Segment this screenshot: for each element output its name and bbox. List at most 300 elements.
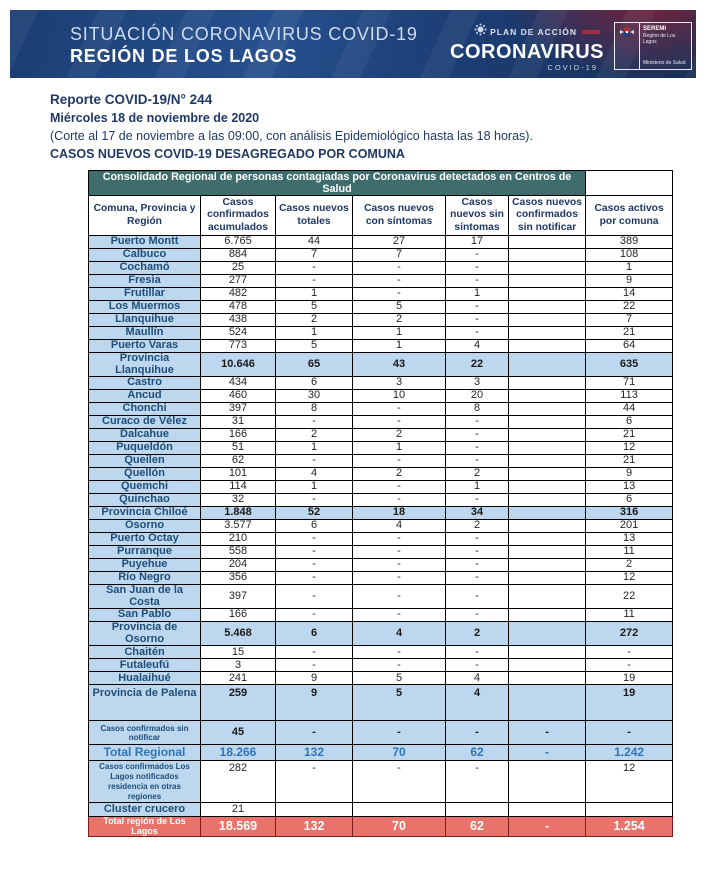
row-value: 5.468 (201, 622, 276, 646)
row-value: 25 (201, 262, 276, 275)
row-value: 21 (586, 327, 673, 340)
table-row (89, 390, 673, 403)
row-value: - (446, 249, 509, 262)
row-value: 166 (201, 609, 276, 622)
row-value: 272 (586, 622, 673, 646)
row-value: - (446, 572, 509, 585)
row-value: 5 (353, 672, 446, 685)
row-value (509, 507, 586, 520)
row-value: 2 (353, 429, 446, 442)
row-value: 43 (353, 353, 446, 377)
row-value: 1 (353, 340, 446, 353)
row-value (509, 609, 586, 622)
row-label: Puerto Montt (89, 236, 201, 249)
header-banner (10, 10, 696, 78)
table-row (89, 481, 673, 494)
row-label: Queilen (89, 455, 201, 468)
table-row (89, 468, 673, 481)
row-value: 31 (201, 416, 276, 429)
table-row (89, 745, 673, 761)
table-row (89, 314, 673, 327)
row-label: Puyehue (89, 559, 201, 572)
table-row (89, 817, 673, 837)
row-value: 3 (446, 377, 509, 390)
row-value: 14 (586, 288, 673, 301)
row-value (509, 494, 586, 507)
row-label: Provincia Chiloé (89, 507, 201, 520)
column-header-4: Casos nuevos sin síntomas (446, 196, 509, 236)
row-value: 7 (276, 249, 353, 262)
row-value (509, 559, 586, 572)
row-value (509, 585, 586, 609)
table-row (89, 301, 673, 314)
row-value: 22 (586, 585, 673, 609)
table-row (89, 455, 673, 468)
table-row (89, 559, 673, 572)
column-header-3: Casos nuevos con síntomas (353, 196, 446, 236)
row-value (509, 659, 586, 672)
row-value (509, 288, 586, 301)
row-value: - (509, 745, 586, 761)
row-value (446, 803, 509, 817)
row-value: 70 (353, 817, 446, 837)
report-subtitle: CASOS NUEVOS COVID-19 DESAGREGADO POR COMUNA (50, 147, 405, 161)
row-label: San Pablo (89, 609, 201, 622)
row-value: 22 (446, 353, 509, 377)
row-value: 22 (586, 301, 673, 314)
table-row (89, 646, 673, 659)
row-value: - (446, 761, 509, 803)
row-value: - (446, 442, 509, 455)
row-value: 2 (276, 314, 353, 327)
table-row (89, 377, 673, 390)
row-value: - (353, 288, 446, 301)
badge-region-label: Región de Los Lagos (643, 33, 676, 45)
table-row (89, 416, 673, 429)
row-value (509, 377, 586, 390)
row-value: - (276, 659, 353, 672)
row-value: 18.569 (201, 817, 276, 837)
row-value (509, 327, 586, 340)
badge-seremi-label: SEREMI (643, 26, 667, 32)
row-value: 1 (276, 442, 353, 455)
row-value: 241 (201, 672, 276, 685)
row-label: Quellón (89, 468, 201, 481)
row-value: 773 (201, 340, 276, 353)
row-value (509, 468, 586, 481)
row-label: Provincia de Palena (89, 685, 201, 721)
row-value (509, 340, 586, 353)
row-value: - (446, 314, 509, 327)
row-value (509, 533, 586, 546)
accent-line-red (291, 78, 696, 83)
row-label: San Juan de la Costa (89, 585, 201, 609)
row-value: - (353, 559, 446, 572)
row-label: Total Regional (89, 745, 201, 761)
row-value: 8 (446, 403, 509, 416)
row-value: 65 (276, 353, 353, 377)
table-row (89, 803, 673, 817)
row-value: 11 (586, 609, 673, 622)
row-label: Casos confirmados sin notificar (89, 721, 201, 745)
row-value (586, 803, 673, 817)
row-value: - (446, 262, 509, 275)
row-value: 6 (586, 494, 673, 507)
row-value: - (276, 455, 353, 468)
row-value: 7 (586, 314, 673, 327)
row-value: 201 (586, 520, 673, 533)
row-value (509, 761, 586, 803)
row-value: 356 (201, 572, 276, 585)
row-value: 17 (446, 236, 509, 249)
row-value: - (586, 646, 673, 659)
row-label: Hualaihué (89, 672, 201, 685)
row-value: - (446, 546, 509, 559)
row-value: 1 (276, 288, 353, 301)
row-value: 2 (586, 559, 673, 572)
row-value: - (446, 301, 509, 314)
row-value: 438 (201, 314, 276, 327)
row-label: Dalcahue (89, 429, 201, 442)
row-value (509, 685, 586, 721)
row-value: 34 (446, 507, 509, 520)
row-value (509, 572, 586, 585)
row-value: 6.765 (201, 236, 276, 249)
row-value: 20 (446, 390, 509, 403)
row-value: 524 (201, 327, 276, 340)
row-value: 3.577 (201, 520, 276, 533)
row-value: 4 (353, 520, 446, 533)
row-value: 4 (353, 622, 446, 646)
row-value: - (276, 416, 353, 429)
row-value: 1 (353, 442, 446, 455)
row-value: - (446, 646, 509, 659)
row-value (509, 429, 586, 442)
row-value: - (353, 403, 446, 416)
table-row (89, 275, 673, 288)
row-value: 397 (201, 403, 276, 416)
row-value: 2 (446, 468, 509, 481)
row-value (353, 803, 446, 817)
row-value: 2 (353, 468, 446, 481)
row-value: 13 (586, 481, 673, 494)
row-value: 52 (276, 507, 353, 520)
covid19-label: COVID-19 (547, 63, 598, 72)
row-value: 8 (276, 403, 353, 416)
row-value: 113 (586, 390, 673, 403)
table-row (89, 520, 673, 533)
red-accent-bar (582, 30, 600, 34)
row-value: - (353, 646, 446, 659)
seremi-badge (614, 22, 692, 70)
table-row (89, 327, 673, 340)
row-value: 114 (201, 481, 276, 494)
row-value: - (353, 572, 446, 585)
row-value: 51 (201, 442, 276, 455)
row-value: 12 (586, 572, 673, 585)
row-value: 4 (446, 340, 509, 353)
row-value: - (446, 533, 509, 546)
row-label: Cluster crucero (89, 803, 201, 817)
row-value: 434 (201, 377, 276, 390)
row-value: 62 (201, 455, 276, 468)
row-value: 389 (586, 236, 673, 249)
row-value: - (446, 455, 509, 468)
row-value: 12 (586, 442, 673, 455)
row-label: Maullín (89, 327, 201, 340)
row-value (509, 353, 586, 377)
column-header-2: Casos nuevos totales (276, 196, 353, 236)
row-value: 9 (586, 468, 673, 481)
banner-title: SITUACIÓN CORONAVIRUS COVID-19 (70, 24, 418, 44)
row-value: 4 (446, 685, 509, 721)
row-value: 30 (276, 390, 353, 403)
table-title: Consolidado Regional de personas contagiadas por Coronavirus detectados en Centros de Salud (89, 171, 586, 196)
row-value: 10 (353, 390, 446, 403)
row-value: 9 (276, 672, 353, 685)
row-value: 397 (201, 585, 276, 609)
table-row (89, 403, 673, 416)
row-value: 4 (276, 468, 353, 481)
row-label: Castro (89, 377, 201, 390)
row-value: 62 (446, 817, 509, 837)
row-value: 10.646 (201, 353, 276, 377)
row-value: 2 (353, 314, 446, 327)
plan-de-accion-row (450, 23, 600, 41)
row-label: Río Negro (89, 572, 201, 585)
column-header-0: Comuna, Provincia y Región (89, 196, 201, 236)
row-label: Llanquihue (89, 314, 201, 327)
seremi-badge-text (640, 23, 691, 69)
row-value: 132 (276, 745, 353, 761)
row-value (509, 672, 586, 685)
banner-titles (70, 23, 418, 67)
row-value: 64 (586, 340, 673, 353)
plan-label: PLAN DE ACCIÓN (490, 27, 577, 37)
row-value (509, 546, 586, 559)
row-value (509, 403, 586, 416)
row-value: 108 (586, 249, 673, 262)
table-header-row (89, 196, 673, 236)
table-row (89, 721, 673, 745)
row-value: 277 (201, 275, 276, 288)
row-value: 3 (201, 659, 276, 672)
row-value: - (509, 721, 586, 745)
row-label: Los Muermos (89, 301, 201, 314)
row-value: 884 (201, 249, 276, 262)
row-label: Total región de Los Lagos (89, 817, 201, 837)
row-value: - (276, 546, 353, 559)
row-value: 1 (446, 481, 509, 494)
row-value: 3 (353, 377, 446, 390)
row-label: Puerto Varas (89, 340, 201, 353)
row-value: 1.254 (586, 817, 673, 837)
row-value: - (353, 481, 446, 494)
row-label: Frutillar (89, 288, 201, 301)
row-value (509, 803, 586, 817)
row-value: 5 (276, 301, 353, 314)
accent-line-blue (10, 78, 291, 83)
row-label: Curaco de Vélez (89, 416, 201, 429)
row-value: 6 (276, 622, 353, 646)
row-value (509, 275, 586, 288)
row-value: 15 (201, 646, 276, 659)
column-header-5: Casos nuevos confirmados sin notificar (509, 196, 586, 236)
virus-icon (474, 23, 487, 41)
row-value: 27 (353, 236, 446, 249)
row-value: - (446, 721, 509, 745)
row-label: Cochamó (89, 262, 201, 275)
row-label: Futaleufú (89, 659, 201, 672)
row-value (509, 622, 586, 646)
row-value: - (446, 609, 509, 622)
row-value: 62 (446, 745, 509, 761)
row-value: 1 (276, 481, 353, 494)
row-value: - (353, 761, 446, 803)
row-value: - (446, 494, 509, 507)
row-value: 1 (446, 288, 509, 301)
row-label: Puqueldón (89, 442, 201, 455)
row-value: 6 (276, 520, 353, 533)
row-value: - (276, 262, 353, 275)
row-value: 5 (353, 301, 446, 314)
row-value: - (353, 659, 446, 672)
report-title: Reporte COVID-19/N° 244 (50, 92, 213, 107)
row-value (509, 481, 586, 494)
table-row (89, 609, 673, 622)
row-label: Ancud (89, 390, 201, 403)
row-value: - (353, 546, 446, 559)
row-value: 1 (353, 327, 446, 340)
row-value: - (353, 416, 446, 429)
row-value (509, 442, 586, 455)
row-value: 45 (201, 721, 276, 745)
row-value: - (276, 609, 353, 622)
table-row (89, 546, 673, 559)
row-value: 1.848 (201, 507, 276, 520)
table-row (89, 236, 673, 249)
table-body (89, 236, 673, 837)
row-value (509, 236, 586, 249)
row-value (509, 314, 586, 327)
row-value: - (276, 572, 353, 585)
row-label: Chonchi (89, 403, 201, 416)
row-value: - (353, 455, 446, 468)
row-value: 282 (201, 761, 276, 803)
row-value: - (446, 659, 509, 672)
row-value (509, 390, 586, 403)
row-value: - (276, 494, 353, 507)
row-value: 9 (276, 685, 353, 721)
row-label: Quemchi (89, 481, 201, 494)
row-value: 6 (586, 416, 673, 429)
row-value: - (353, 721, 446, 745)
row-value: 1.242 (586, 745, 673, 761)
badge-ministry-label: Ministerio de Salud (643, 60, 686, 66)
row-value: 204 (201, 559, 276, 572)
table-row (89, 353, 673, 377)
row-value (509, 646, 586, 659)
row-value: 5 (353, 685, 446, 721)
table-row (89, 262, 673, 275)
table-row (89, 288, 673, 301)
row-value: 478 (201, 301, 276, 314)
row-label: Provincia de Osorno (89, 622, 201, 646)
row-value: - (276, 559, 353, 572)
row-value: 18.266 (201, 745, 276, 761)
row-value: 6 (276, 377, 353, 390)
row-label: Provincia Llanquihue (89, 353, 201, 377)
row-value: - (353, 275, 446, 288)
row-value (276, 803, 353, 817)
row-value: - (586, 721, 673, 745)
row-value: 9 (586, 275, 673, 288)
row-value: 21 (586, 455, 673, 468)
table-row (89, 585, 673, 609)
report-date: Miércoles 18 de noviembre de 2020 (50, 111, 260, 125)
row-value: - (586, 659, 673, 672)
table-row (89, 442, 673, 455)
table-row (89, 249, 673, 262)
row-value: 1 (276, 327, 353, 340)
row-value: - (446, 275, 509, 288)
row-label: Chaitén (89, 646, 201, 659)
row-value: 2 (276, 429, 353, 442)
row-value: 2 (446, 520, 509, 533)
row-value: - (276, 721, 353, 745)
row-value: - (276, 275, 353, 288)
table-row (89, 659, 673, 672)
row-value: 166 (201, 429, 276, 442)
row-value: 19 (586, 685, 673, 721)
row-value: - (276, 533, 353, 546)
row-value: 7 (353, 249, 446, 262)
table-row (89, 533, 673, 546)
row-value: - (353, 609, 446, 622)
chile-coat-of-arms-icon (615, 23, 640, 69)
row-value: 11 (586, 546, 673, 559)
row-value: 19 (586, 672, 673, 685)
column-header-1: Casos confirmados acumulados (201, 196, 276, 236)
row-value: - (446, 559, 509, 572)
row-value: - (276, 761, 353, 803)
row-value: 210 (201, 533, 276, 546)
row-value: - (353, 585, 446, 609)
row-value: - (353, 262, 446, 275)
covid-cases-table (88, 170, 673, 837)
row-value: 558 (201, 546, 276, 559)
row-value (509, 520, 586, 533)
table-row (89, 494, 673, 507)
table-row (89, 429, 673, 442)
row-label: Fresia (89, 275, 201, 288)
row-value: 2 (446, 622, 509, 646)
table-row (89, 507, 673, 520)
row-value: 132 (276, 817, 353, 837)
row-value: 5 (276, 340, 353, 353)
row-value: 32 (201, 494, 276, 507)
row-label: Calbuco (89, 249, 201, 262)
row-value: - (353, 533, 446, 546)
row-value: 21 (586, 429, 673, 442)
row-value: 12 (586, 761, 673, 803)
row-label: Osorno (89, 520, 201, 533)
row-value: - (446, 429, 509, 442)
report-heading-block (50, 90, 533, 163)
row-value: 259 (201, 685, 276, 721)
row-value: - (446, 416, 509, 429)
coronavirus-logo (450, 23, 605, 72)
